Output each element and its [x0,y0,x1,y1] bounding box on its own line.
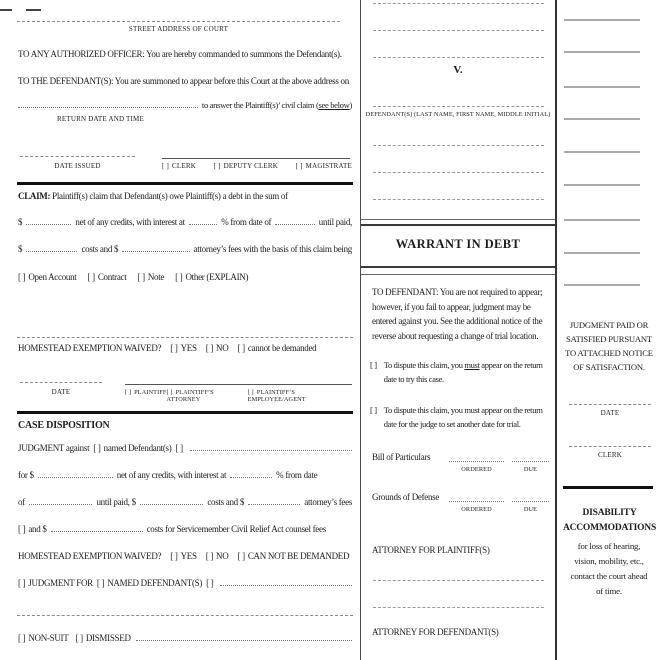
explain-fill-line[interactable] [17,337,353,338]
issuer-option-deputy-clerk: [ ] DEPUTY CLERK [213,162,279,170]
homestead-no: [ ] NO [205,343,229,353]
dispute2-checkbox[interactable]: [ ] [370,405,377,415]
grounds-of-defense-label: Grounds of Defense [372,492,440,502]
grounds-ordered-field[interactable] [449,501,504,502]
grounds-due-field[interactable] [512,501,549,502]
homestead2-yes: [ ] YES [170,551,197,561]
signer-plaintiff: [ ] PLAINTIFF [125,389,167,396]
claim-basis-row [18,272,352,282]
plaintiff-name-fill-line[interactable] [373,3,544,4]
margin-fill-line[interactable] [564,151,640,153]
page-edge-mark [0,9,12,11]
claim-intro: CLAIM: Plaintiff(s) claim that Defendant(s) owe Plaintiff(s) a debt in the sum of [18,191,288,201]
magistrate-checkbox[interactable]: [ ] [295,162,303,170]
other2-checkbox[interactable]: [ ] [206,578,214,588]
to-defendant-line: TO THE DEFENDANT(S): You are summoned to appear before this Court at the above address on [18,76,349,86]
attorney-plaintiff-fill-line[interactable] [373,607,544,608]
bill-of-particulars-label: Bill of Particulars [372,452,431,462]
basis-contract: [ ] Contract [87,272,127,282]
margin-fill-line[interactable] [564,184,640,186]
to-defendant-notice: TO DEFENDANT: You are not required to appear; however, if you fail to appear, judgment may be entered against you. See the additional notice of the reverse about requesting a change of trial location. [372,287,543,341]
judgment-interest-field[interactable] [230,477,272,478]
plaintiff-name-fill-line[interactable] [373,30,544,31]
margin-fill-line[interactable] [564,219,640,221]
homestead2-no-checkbox[interactable]: [ ] [205,551,214,561]
open-account-checkbox[interactable]: [ ] [18,272,26,282]
grounds-due-label: DUE [523,506,538,513]
basis-open-account: [ ] Open Account [18,272,77,282]
judgment-against-row: JUDGMENT against [ ] named Defendant(s) [ ] [18,443,352,453]
title-band-rule [361,224,555,226]
judgment-for-name-field[interactable] [220,585,352,586]
attorney-defendant-label: ATTORNEY FOR DEFENDANT(S) [372,627,499,637]
nonsuit-dismissed-row: [ ] NON-SUIT [ ] DISMISSED [18,633,352,643]
servicemember-fees-field[interactable] [51,531,143,532]
date-issued-fill-line[interactable] [20,156,135,157]
servicemember-checkbox[interactable]: [ ] [18,524,26,534]
homestead2-cannot: [ ] CAN NOT BE DEMANDED [237,551,350,561]
center-panel [360,0,557,660]
judgment-attorney-fees-field[interactable] [248,504,300,505]
claim-costs-row: $ costs and $ attorney’s fees with the basis of this claim being [18,244,352,254]
named-defendant2-checkbox[interactable]: [ ] [96,578,105,588]
disability-heading: DISABILITY ACCOMMODATIONS [562,508,657,533]
attorney-plaintiff-label: ATTORNEY FOR PLAINTIFF(S) [372,545,490,555]
section-divider [17,182,353,185]
attorney-fees-field[interactable] [122,251,189,252]
homestead2-yes-checkbox[interactable]: [ ] [170,551,178,561]
street-address-fill-line[interactable] [17,21,340,22]
judgment-paid-notice: JUDGMENT PAID OR SATISFIED PURSUANT TO ATTACHED NOTICE OF SATISFACTION. [565,320,653,372]
costs-amount-field[interactable] [26,251,77,252]
homestead-cannot-checkbox[interactable]: [ ] [237,343,245,353]
bill-due-field[interactable] [512,461,549,462]
see-below-link: see below [318,100,350,110]
interest-date-field[interactable] [275,224,315,225]
judgment-date-field[interactable] [29,504,93,505]
disability-body: for loss of hearing, vision, mobility, etc., contact the court ahead of time. [570,541,648,596]
return-date-label: RETURN DATE AND TIME [57,115,144,123]
principal-amount-field[interactable] [26,224,71,225]
contract-checkbox[interactable]: [ ] [87,272,95,282]
clerk-checkbox[interactable]: [ ] [162,162,170,170]
margin-fill-line[interactable] [564,252,640,254]
defendant-name-fill-line[interactable] [373,145,544,146]
bill-ordered-label: ORDERED [461,466,492,473]
claim-amount-row: $ net of any credits, with interest at % from date of until paid, [18,217,352,227]
homestead2-label: HOMESTEAD EXEMPTION WAIVED? [18,551,162,561]
homestead-no-checkbox[interactable]: [ ] [205,343,214,353]
homestead-yes-checkbox[interactable]: [ ] [170,343,178,353]
homestead-waived-row-2 [18,551,358,561]
return-date-row [18,100,352,110]
defendant-name-fill-line[interactable] [373,199,544,200]
bill-due-label: DUE [523,466,538,473]
judgment-for-checkbox[interactable]: [ ] [18,578,26,588]
form-title: WARRANT IN DEBT [395,237,521,251]
issuer-option-clerk: [ ] CLERK [162,162,196,170]
homestead-cannot: [ ] cannot be demanded [237,343,317,353]
dispute1-checkbox[interactable]: [ ] [370,360,377,370]
claim-heading: CLAIM: [18,191,51,201]
nonsuit-dismissed-field[interactable] [136,640,352,641]
dispute2-text: To dispute this claim, you must appear on the return date for the judge to set another date for trial. [383,405,543,429]
versus-label: V. [453,64,463,76]
issuer-options-row [162,162,352,170]
homestead2-cannot-checkbox[interactable]: [ ] [237,551,245,561]
dispute-option-2 [370,403,552,431]
margin-fill-line[interactable] [564,284,640,286]
homestead-waived-row [18,343,358,353]
grounds-ordered-label: ORDERED [461,506,492,513]
title-band-rule [361,266,555,268]
homestead-label: HOMESTEAD EXEMPTION WAIVED? [18,343,162,353]
defendant-name-fill-line[interactable] [373,106,544,107]
satisfaction-date-fill-line[interactable] [569,404,651,405]
plaintiff-name-fill-line[interactable] [373,57,544,58]
dispute1-text: To dispute this claim, you must appear on the return date to try this case. [383,360,543,384]
other-defendant-checkbox[interactable]: [ ] [175,443,183,453]
answer-claim-text: to answer the Plaintiff(s)’ civil claim (see below) [201,100,352,110]
signer-employee-agent: [ ] PLAINTIFF’S EMPLOYEE/AGENT [247,389,306,403]
satisfaction-date-label: DATE [600,409,620,417]
margin-fill-line[interactable] [564,51,640,53]
authorized-officer-line: TO ANY AUTHORIZED OFFICER: You are hereby commanded to summons the Defendant(s). [18,49,342,59]
margin-fill-line[interactable] [564,86,640,88]
judgment-amount-field[interactable] [38,477,113,478]
judgment-for-row: [ ] JUDGMENT FOR [ ] NAMED DEFENDANT(S) [ ] [18,578,352,588]
page-edge-mark [26,9,41,11]
issuer-signature-line[interactable] [162,158,350,159]
judgment-amount-row: for $ net of any credits, with interest at % from date [18,470,318,480]
date-issued-label: DATE ISSUED [54,162,101,170]
servicemember-row: [ ] and $ costs for Servicemember Civil Relief Act counsel fees [18,524,326,534]
interest-rate-field[interactable] [189,224,217,225]
signer-options-row [125,389,353,403]
return-date-fill-line[interactable] [18,107,198,108]
case-disposition-heading: CASE DISPOSITION [18,420,110,431]
defendant-name-fill-line[interactable] [373,172,544,173]
satisfaction-clerk-label: CLERK [598,451,622,459]
section-divider [17,411,353,414]
judgment-costs-row: of until paid, $ costs and $ attorney’s fees [18,497,353,507]
satisfaction-clerk-fill-line[interactable] [569,446,651,447]
title-band-rule [361,274,555,275]
dismissed-checkbox[interactable]: [ ] [75,633,83,643]
plaintiff-signature-line[interactable] [125,384,352,385]
note-checkbox[interactable]: [ ] [137,272,145,282]
bill-ordered-field[interactable] [449,461,504,462]
signer-plaintiff-attorney: [ ] PLAINTIFF’S ATTORNEY [166,389,214,403]
right-panel [559,0,660,660]
plaintiff-attorney-checkbox[interactable]: [ ] [166,389,173,396]
signature-date-label: DATE [51,388,71,396]
homestead2-no: [ ] NO [205,551,229,561]
judgment-costs-field[interactable] [140,504,204,505]
signature-date-fill-line[interactable] [20,382,102,383]
attorney-plaintiff-fill-line[interactable] [373,580,544,581]
disposition-fill-line[interactable] [17,615,353,616]
basis-other: [ ] Other (EXPLAIN) [175,272,249,282]
to-defendant-head: TO DEFENDANT: [372,287,439,297]
margin-fill-line[interactable] [564,19,640,21]
nonsuit-checkbox[interactable]: [ ] [18,633,26,643]
deputy-clerk-checkbox[interactable]: [ ] [213,162,221,170]
plaintiff-checkbox[interactable]: [ ] [125,389,132,396]
homestead-yes: [ ] YES [170,343,197,353]
defendant-caption: DEFENDANT(S) (LAST NAME, FIRST NAME, MIDDLE INITIAL) [365,111,551,118]
basis-note: [ ] Note [137,272,165,282]
issuer-option-magistrate: [ ] MAGISTRATE [295,162,352,170]
defendant-name-field[interactable] [190,450,352,451]
margin-fill-line[interactable] [564,118,640,120]
dispute-option-1 [370,358,552,386]
other-checkbox[interactable]: [ ] [175,272,183,282]
employee-agent-checkbox[interactable]: [ ] [247,389,254,396]
title-band-rule [361,219,555,220]
street-address-label: STREET ADDRESS OF COURT [128,25,229,33]
right-panel-divider [563,486,653,489]
named-defendant-checkbox[interactable]: [ ] [93,443,101,453]
